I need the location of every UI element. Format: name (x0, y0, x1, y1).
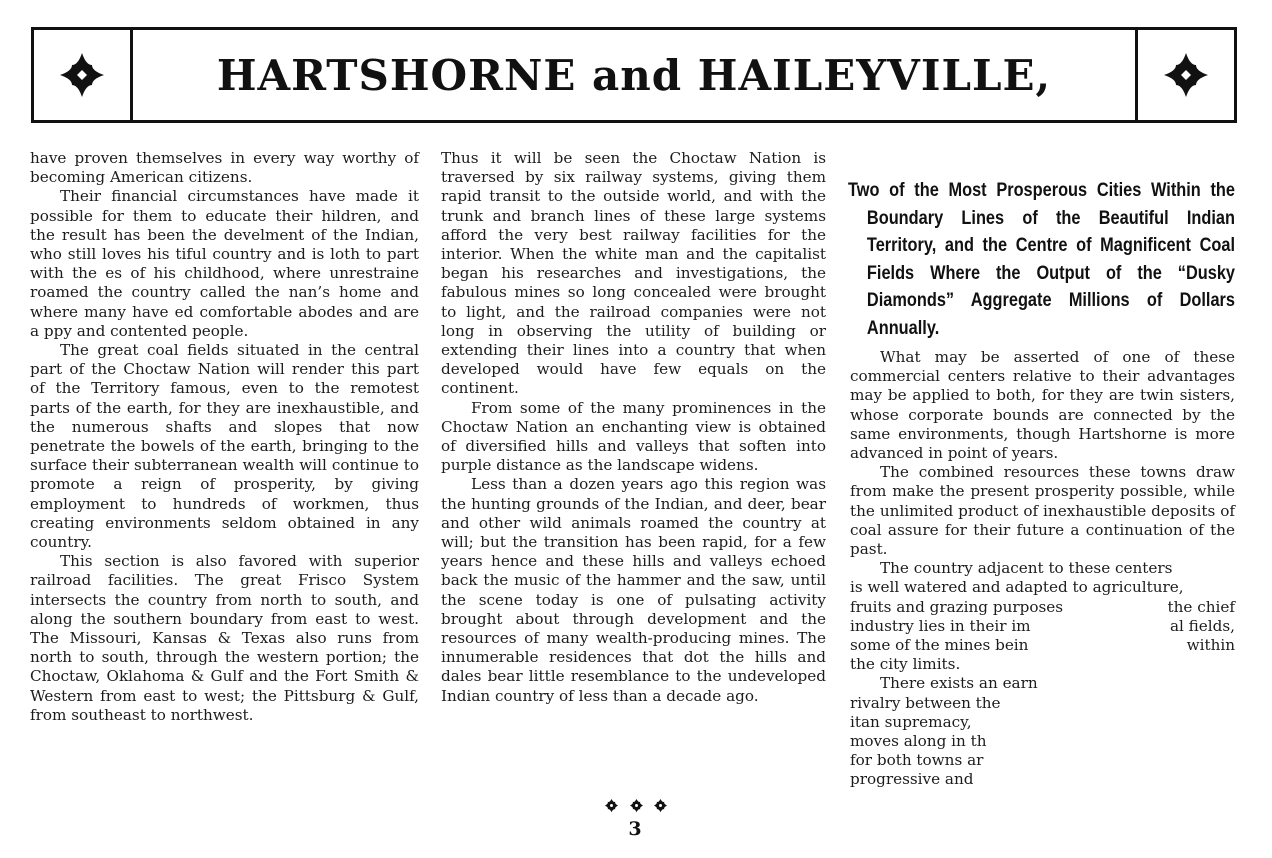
line-right: within (1186, 636, 1235, 655)
paragraph: have proven themselves in every way worthy of becoming American citizens. (30, 149, 419, 187)
paragraph: The combined resources these towns draw from make the present prosperity possible, while the unlimited product of inexhaustible deposits of coal assure for their future a continuation of the past. (850, 463, 1235, 559)
line: progressive and (850, 770, 974, 789)
diamond-star-ornament-icon (1162, 51, 1210, 99)
line: itan supremacy, (850, 712, 972, 731)
diamond-ornament-icon (653, 798, 668, 813)
line: There exists an earn (880, 674, 1038, 693)
line (850, 598, 1235, 617)
article-column-1 (30, 149, 419, 725)
left-ornament-box (34, 30, 133, 120)
title-banner (31, 27, 1237, 123)
page-number: 3 (628, 818, 642, 840)
paragraph: Their financial circumstances have made it possible for them to educate their hildren, and the result has been the develment of the Indian, who still loves his tiful country and is loth to part with the es of his childhood, where unrestraine roamed the country called the nan’s home and where many have ed comfortable abodes and are a ppy and contented people. (30, 187, 419, 340)
line-left: some of the mines bein (850, 636, 1029, 655)
paragraph-damaged (850, 674, 1235, 789)
paragraph: Thus it will be seen the Choctaw Nation is traversed by six railway systems, giving them rapid transit to the outside world, and with the trunk and branch lines of these large systems afford the very best railway facilities for the interior. When the white man and the capitalist began his researches and investigations, the fabulous mines so long concealed were brought to light, and the railroad companies were not long in observing the utility of building or extending their lines into a country that when developed would have few equals on the continent. (441, 149, 826, 398)
line-right: the chief (1167, 597, 1235, 616)
article-subheading: Two of the Most Prosperous Cities Within the Boundary Lines of the Beautiful Indian Territory, and the Centre of Magnificent Coal Fields Where the Output of the “Dusky Diamonds” Aggregate Millions of Dollars Annually. (848, 180, 1235, 339)
article-column-3 (850, 348, 1235, 790)
line: moves along in th (850, 732, 987, 751)
paragraph: Less than a dozen years ago this region was the hunting grounds of the Indian, and deer, bear and other wild animals roamed the country at will; but the transition has been rapid, for a few years hence and these hills and valleys echoed back the music of the hammer and the saw, until the scene today is one of pulsating activity brought about through development and the resources of many wealth-producing mines. The innumerable residences that dot the hills and dales bear little resemblance to the undeveloped Indian country of less than a decade ago. (441, 475, 826, 705)
line-left: fruits and grazing purposes (850, 597, 1064, 616)
line: is well watered and adapted to agriculture, (850, 578, 1184, 597)
article-column-2 (441, 149, 826, 706)
line: for both towns ar (850, 751, 984, 770)
paragraph: From some of the many prominences in the Choctaw Nation an enchanting view is obtained of diversified hills and valleys that soften into purple distance as the landscape widens. (441, 398, 826, 475)
right-ornament-box (1135, 30, 1234, 120)
footer-ornaments (604, 797, 668, 813)
line-left: industry lies in their im (850, 616, 1031, 635)
diamond-star-ornament-icon (58, 51, 106, 99)
line-right: al fields, (1169, 616, 1235, 635)
line: The country adjacent to these centers (880, 559, 1173, 578)
paragraph: The great coal fields situated in the central part of the Choctaw Nation will render this part of the Territory famous, even to the remotest parts of the earth, for they are inexhaustible, and the numerous shafts and slopes that now penetrate the bowels of the earth, bringing to the surface their subterranean wealth will continue to promote a reign of prosperity, by giving employment to hundreds of workmen, thus creating environments seldom obtained in any country. (30, 341, 419, 552)
line: rivalry between the (850, 693, 1001, 712)
line (850, 636, 1235, 655)
paragraph: What may be asserted of one of these commercial centers relative to their advantages may be applied to both, for they are twin sisters, whose corporate bounds are connected by the same environments, though Hartshorne is more advanced in point of years. (850, 348, 1235, 463)
diamond-ornament-icon (604, 798, 619, 813)
paragraph-damaged (850, 559, 1235, 674)
page-title: HARTSHORNE and HAILEYVILLE, (216, 50, 1052, 100)
paragraph: This section is also favored with superior railroad facilities. The great Frisco System intersects the country from north to south, and along the southern boundary from east to west. The Missouri, Kansas & Texas also runs from north to south, through the western portion; the Choctaw, Oklahoma & Gulf and the Fort Smith & Western from east to west; the Pittsburg & Gulf, from southeast to northwest. (30, 552, 419, 724)
line: the city limits. (850, 655, 961, 674)
diamond-ornament-icon (629, 798, 644, 813)
line (850, 617, 1235, 636)
